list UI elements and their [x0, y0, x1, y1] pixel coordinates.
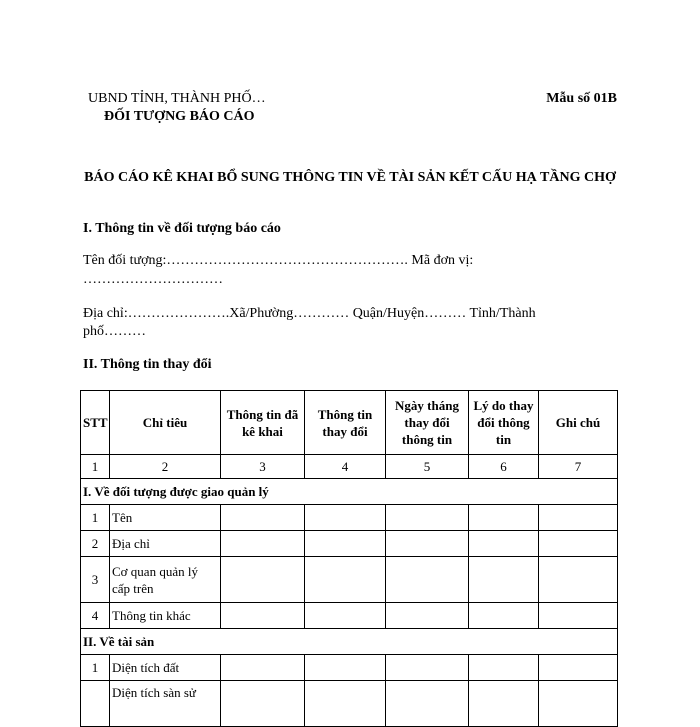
row-label: Diện tích sàn sử: [110, 681, 221, 727]
reporting-entity: ĐỐI TƯỢNG BÁO CÁO: [104, 109, 255, 124]
declared-cell: [221, 681, 305, 727]
declared-cell: [221, 557, 305, 603]
notes-cell: [539, 681, 618, 727]
col-header-indicator: Chỉ tiêu: [110, 391, 221, 455]
declared-cell: [221, 603, 305, 629]
reason-cell: [469, 681, 539, 727]
notes-cell: [539, 557, 618, 603]
column-number: 1: [81, 455, 110, 479]
section-2-heading: II. Thông tin thay đổi: [83, 357, 212, 372]
row-stt: 1: [81, 505, 110, 531]
date-cell: [386, 655, 469, 681]
notes-cell: [539, 655, 618, 681]
date-cell: [386, 681, 469, 727]
table-row: [81, 655, 618, 681]
changed-cell: [305, 655, 386, 681]
col-header-changed: Thông tin thay đổi: [305, 391, 386, 455]
reason-cell: [469, 505, 539, 531]
form-code: Mẫu số 01B: [546, 91, 617, 106]
declared-cell: [221, 531, 305, 557]
row-label: Cơ quan quản lý cấp trên: [110, 557, 221, 603]
row-label: Tên: [110, 505, 221, 531]
notes-cell: [539, 531, 618, 557]
agency-name: UBND TỈNH, THÀNH PHỐ…: [88, 91, 266, 106]
reason-cell: [469, 603, 539, 629]
declared-cell: [221, 655, 305, 681]
section-1-heading: I. Thông tin về đối tượng báo cáo: [83, 221, 281, 236]
changed-cell: [305, 505, 386, 531]
col-header-change-date: Ngày tháng thay đổi thông tin: [386, 391, 469, 455]
row-stt: [81, 681, 110, 727]
table-row: [81, 531, 618, 557]
notes-cell: [539, 603, 618, 629]
table-row: [81, 505, 618, 531]
col-header-stt: STT: [81, 391, 110, 455]
row-stt: 1: [81, 655, 110, 681]
reason-cell: [469, 531, 539, 557]
reason-cell: [469, 557, 539, 603]
notes-cell: [539, 505, 618, 531]
row-label: Diện tích đất: [110, 655, 221, 681]
changed-cell: [305, 603, 386, 629]
date-cell: [386, 557, 469, 603]
table-row: [81, 557, 618, 603]
address-line-continued: phố………: [83, 324, 146, 339]
changed-cell: [305, 557, 386, 603]
column-number: 5: [386, 455, 469, 479]
table-header-row: [81, 391, 618, 455]
group-row: [81, 629, 618, 655]
group-heading-assets: II. Về tài sản: [81, 629, 618, 655]
group-row: [81, 479, 618, 505]
address-line: Địa chỉ:………………….Xã/Phường………… Quận/Huyện……… Tỉnh/Thành: [83, 306, 536, 321]
column-number: 3: [221, 455, 305, 479]
date-cell: [386, 505, 469, 531]
col-header-reason: Lý do thay đổi thông tin: [469, 391, 539, 455]
column-number: 6: [469, 455, 539, 479]
changed-cell: [305, 681, 386, 727]
name-line-continued: …………………………: [83, 272, 223, 287]
report-title: BÁO CÁO KÊ KHAI BỔ SUNG THÔNG TIN VỀ TÀI SẢN KẾT CẤU HẠ TẦNG CHỢ: [84, 170, 616, 185]
row-stt: 2: [81, 531, 110, 557]
table-row: [81, 681, 618, 727]
row-label: Địa chỉ: [110, 531, 221, 557]
group-heading-managed-entity: I. Về đối tượng được giao quản lý: [81, 479, 618, 505]
column-number: 2: [110, 455, 221, 479]
changed-cell: [305, 531, 386, 557]
table-row: [81, 603, 618, 629]
row-stt: 3: [81, 557, 110, 603]
name-line: Tên đối tượng:……………………………………………. Mã đơn vị:: [83, 253, 474, 268]
reason-cell: [469, 655, 539, 681]
row-stt: 4: [81, 603, 110, 629]
column-number: 7: [539, 455, 618, 479]
declared-cell: [221, 505, 305, 531]
row-label: Thông tin khác: [110, 603, 221, 629]
date-cell: [386, 603, 469, 629]
column-number-row: [81, 455, 618, 479]
column-number: 4: [305, 455, 386, 479]
date-cell: [386, 531, 469, 557]
col-header-notes: Ghi chú: [539, 391, 618, 455]
change-table: [80, 390, 618, 727]
col-header-declared: Thông tin đã kê khai: [221, 391, 305, 455]
